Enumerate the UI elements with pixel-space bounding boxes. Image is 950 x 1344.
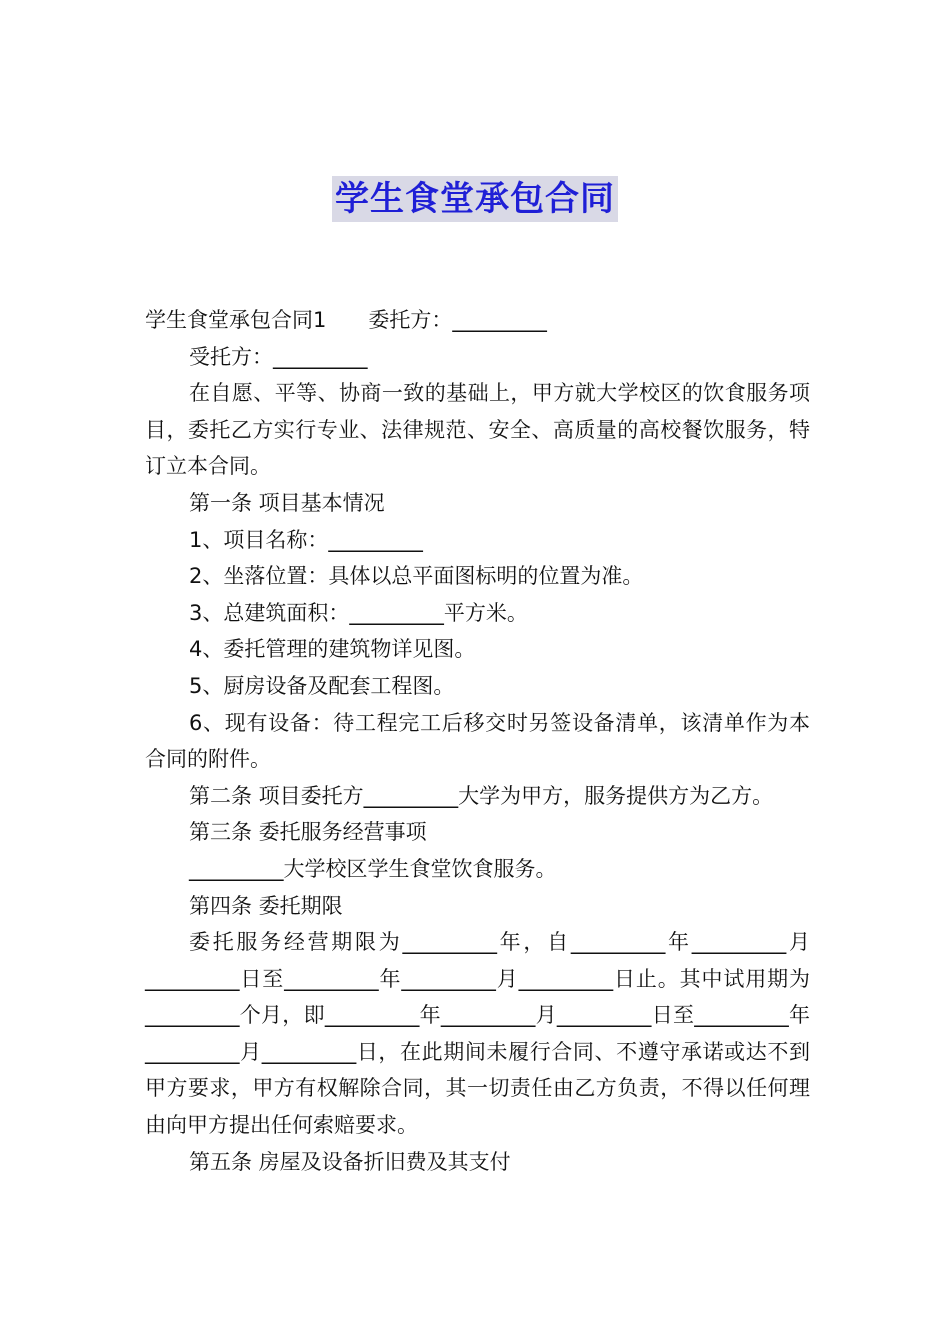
paragraph-intro-line xyxy=(145,302,810,339)
article-5-heading: 第五条 房屋及设备折旧费及其支付 xyxy=(189,1149,511,1174)
contract-heading: 学生食堂承包合同1 xyxy=(145,308,327,332)
document-title: 学生食堂承包合同 xyxy=(332,176,618,222)
article-4-heading: 第四条 委托期限 xyxy=(189,893,343,918)
client-party-line: 委托方：_________ xyxy=(368,308,547,332)
document-body xyxy=(145,302,810,1180)
article-2: 第二条 项目委托方_________大学为甲方，服务提供方为乙方。 xyxy=(189,783,774,808)
article-3-body: _________大学校区学生食堂饮食服务。 xyxy=(189,856,557,881)
article-3-heading: 第三条 委托服务经营事项 xyxy=(189,820,427,845)
contractor-party-line: 受托方：_________ xyxy=(189,344,368,369)
article-1-item-6: 6、现有设备：待工程完工后移交时另签设备清单，该清单作为本合同的附件。 xyxy=(145,710,810,772)
article-4-body: 委托服务经营期限为_________年，自_________年_________月_________日至_________年_________月_________日止。其中试用期为_________个月，即_________年_________月_________日至_________年_________月_________日，在此期间未履行合同、不遵守承诺或达不到甲方要求，甲方有权解除合同，其一切责任由乙方负责，不得以任何理由向甲方提出任何索赔要求。 xyxy=(145,930,810,1138)
article-1-heading: 第一条 项目基本情况 xyxy=(189,490,385,515)
article-1-item-2: 2、坐落位置：具体以总平面图标明的位置为准。 xyxy=(189,564,644,589)
paragraph-preamble: 在自愿、平等、协商一致的基础上，甲方就大学校区的饮食服务项目，委托乙方实行专业、法律规范、安全、高质量的高校餐饮服务，特订立本合同。 xyxy=(145,381,810,479)
article-1-item-5: 5、厨房设备及配套工程图。 xyxy=(189,673,455,698)
article-1-item-4: 4、委托管理的建筑物详见图。 xyxy=(189,637,476,662)
article-1-item-3: 3、总建筑面积：_________平方米。 xyxy=(189,600,528,625)
article-1-item-1: 1、项目名称：_________ xyxy=(189,527,423,552)
document-title-block xyxy=(0,176,950,222)
